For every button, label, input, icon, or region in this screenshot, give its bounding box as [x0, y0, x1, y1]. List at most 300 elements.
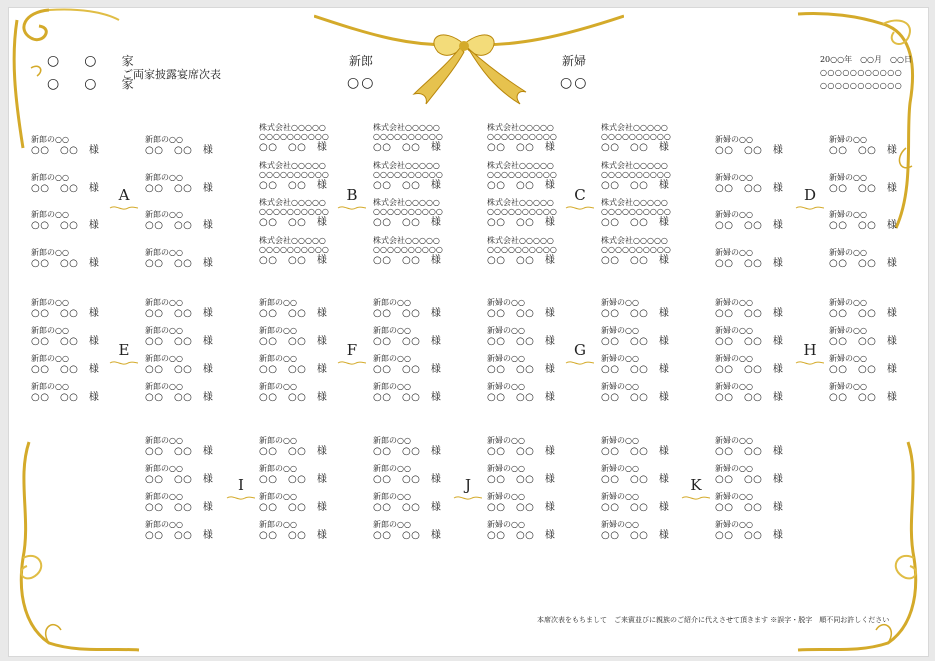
table-label: I [238, 476, 244, 494]
bride-name: ○○ [560, 75, 589, 91]
guest-company-sub: ○○○○○○○○○○ [601, 245, 671, 254]
guest-relation: 新郎の○○ [373, 382, 411, 391]
guest-relation: 新婦の○○ [487, 354, 525, 363]
table-swirl-icon [108, 359, 140, 367]
guest-entry [487, 298, 577, 322]
guest-entry [487, 382, 577, 406]
guest-company-sub: ○○○○○○○○○○ [373, 170, 443, 179]
guest-entry [259, 436, 349, 460]
table-swirl-icon [794, 359, 826, 367]
guest-entry [373, 298, 463, 322]
guest-relation: 新婦の○○ [715, 326, 753, 335]
guest-name: ○○ ○○ 様 [373, 502, 442, 513]
guest-company: 株式会社○○○○○ [259, 198, 326, 207]
guest-relation: 新郎の○○ [145, 464, 183, 473]
guest-relation: 新婦の○○ [601, 492, 639, 501]
guest-entry [715, 326, 805, 350]
guest-entry [259, 236, 349, 266]
guest-relation: 新婦の○○ [829, 210, 867, 219]
guest-relation: 新郎の○○ [31, 382, 69, 391]
guest-name: ○○ ○○ 様 [487, 474, 556, 485]
guest-relation: 新婦の○○ [715, 354, 753, 363]
guest-name: ○○ ○○ 様 [31, 364, 100, 375]
table-swirl-icon [564, 204, 596, 212]
guest-company: 株式会社○○○○○ [601, 123, 668, 132]
table-label: F [346, 341, 358, 359]
guest-entry [145, 436, 235, 460]
guest-entry [829, 382, 919, 406]
table-label: A [118, 186, 130, 204]
guest-entry [259, 298, 349, 322]
guest-relation: 新郎の○○ [31, 210, 69, 219]
guest-name: ○○ ○○ 様 [31, 220, 100, 231]
guest-entry [829, 248, 919, 272]
guest-name: ○○ ○○ 様 [145, 474, 214, 485]
guest-entry [259, 464, 349, 488]
guest-entry [373, 326, 463, 350]
guest-name: ○○ ○○ 様 [715, 474, 784, 485]
guest-name: ○○ ○○ 様 [715, 530, 784, 541]
guest-name: ○○ ○○ 様 [259, 474, 328, 485]
venue-line-2: ○○○○○○○○○○○ [819, 81, 903, 90]
guest-name: ○○ ○○ 様 [487, 255, 556, 266]
guest-company: 株式会社○○○○○ [373, 161, 440, 170]
guest-relation: 新婦の○○ [601, 298, 639, 307]
guest-company: 株式会社○○○○○ [259, 123, 326, 132]
guest-relation: 新婦の○○ [715, 298, 753, 307]
guest-name: ○○ ○○ 様 [487, 446, 556, 457]
guest-name: ○○ ○○ 様 [487, 308, 556, 319]
guest-entry [601, 326, 691, 350]
guest-relation: 新婦の○○ [487, 492, 525, 501]
guest-entry [373, 464, 463, 488]
guest-entry [259, 198, 349, 228]
guest-entry [31, 326, 121, 350]
guest-name: ○○ ○○ 様 [601, 142, 670, 153]
guest-relation: 新婦の○○ [829, 298, 867, 307]
guest-company: 株式会社○○○○○ [601, 161, 668, 170]
guest-entry [31, 135, 121, 159]
guest-relation: 新郎の○○ [259, 520, 297, 529]
guest-name: ○○ ○○ 様 [829, 308, 898, 319]
venue-line-1: ○○○○○○○○○○○ [819, 68, 903, 77]
guest-entry [373, 382, 463, 406]
table-swirl-icon [108, 204, 140, 212]
guest-entry [145, 326, 235, 350]
table-label: G [574, 341, 586, 359]
guest-entry [145, 248, 235, 272]
guest-company-sub: ○○○○○○○○○○ [259, 132, 329, 141]
guest-company: 株式会社○○○○○ [487, 123, 554, 132]
guest-relation: 新郎の○○ [31, 248, 69, 257]
groom-name: ○○ [347, 75, 376, 91]
guest-entry [259, 123, 349, 153]
guest-name: ○○ ○○ 様 [829, 258, 898, 269]
guest-company-sub: ○○○○○○○○○○ [601, 170, 671, 179]
guest-entry [31, 248, 121, 272]
guest-company: 株式会社○○○○○ [259, 236, 326, 245]
guest-name: ○○ ○○ 様 [715, 392, 784, 403]
date-block [820, 53, 912, 92]
guest-entry [601, 198, 691, 228]
guest-relation: 新婦の○○ [601, 464, 639, 473]
guest-company-sub: ○○○○○○○○○○ [487, 245, 557, 254]
table-swirl-icon [336, 204, 368, 212]
guest-name: ○○ ○○ 様 [373, 142, 442, 153]
guest-name: ○○ ○○ 様 [145, 308, 214, 319]
guest-entry [601, 354, 691, 378]
guest-relation: 新婦の○○ [601, 354, 639, 363]
guest-entry [487, 198, 577, 228]
guest-name: ○○ ○○ 様 [601, 255, 670, 266]
guest-name: ○○ ○○ 様 [487, 180, 556, 191]
guest-name: ○○ ○○ 様 [259, 446, 328, 457]
guest-relation: 新婦の○○ [715, 135, 753, 144]
guest-entry [715, 248, 805, 272]
guest-entry [601, 436, 691, 460]
guest-entry [373, 354, 463, 378]
guest-entry [487, 236, 577, 266]
table-label: K [690, 476, 702, 494]
guest-company-sub: ○○○○○○○○○○ [373, 245, 443, 254]
guest-entry [601, 298, 691, 322]
guest-entry [259, 492, 349, 516]
guest-name: ○○ ○○ 様 [259, 530, 328, 541]
guest-name: ○○ ○○ 様 [601, 446, 670, 457]
guest-name: ○○ ○○ 様 [715, 183, 784, 194]
guest-company: 株式会社○○○○○ [487, 236, 554, 245]
guest-relation: 新婦の○○ [829, 354, 867, 363]
guest-name: ○○ ○○ 様 [601, 180, 670, 191]
guest-company: 株式会社○○○○○ [601, 236, 668, 245]
guest-relation: 新郎の○○ [373, 520, 411, 529]
guest-relation: 新郎の○○ [373, 492, 411, 501]
guest-relation: 新郎の○○ [145, 210, 183, 219]
guest-entry [373, 123, 463, 153]
guest-name: ○○ ○○ 様 [373, 364, 442, 375]
guest-relation: 新郎の○○ [145, 382, 183, 391]
guest-relation: 新郎の○○ [31, 326, 69, 335]
guest-relation: 新郎の○○ [259, 326, 297, 335]
guest-relation: 新婦の○○ [715, 173, 753, 182]
guest-relation: 新婦の○○ [715, 520, 753, 529]
guest-relation: 新婦の○○ [829, 382, 867, 391]
guest-name: ○○ ○○ 様 [259, 364, 328, 375]
guest-company-sub: ○○○○○○○○○○ [373, 132, 443, 141]
guest-entry [715, 354, 805, 378]
guest-name: ○○ ○○ 様 [31, 183, 100, 194]
guest-name: ○○ ○○ 様 [601, 530, 670, 541]
guest-entry [259, 326, 349, 350]
guest-relation: 新郎の○○ [145, 248, 183, 257]
guest-name: ○○ ○○ 様 [259, 255, 328, 266]
date-line: 20○○年 ○○月 ○○日 [819, 55, 912, 64]
guest-company: 株式会社○○○○○ [373, 123, 440, 132]
guest-name: ○○ ○○ 様 [601, 336, 670, 347]
guest-entry [715, 520, 805, 544]
guest-relation: 新郎の○○ [145, 520, 183, 529]
guest-relation: 新郎の○○ [31, 135, 69, 144]
page-title: ご両家披露宴席次表 [122, 68, 221, 81]
guest-entry [487, 436, 577, 460]
guest-name: ○○ ○○ 様 [145, 364, 214, 375]
guest-name: ○○ ○○ 様 [487, 502, 556, 513]
groom-label: 新郎 [349, 54, 374, 68]
guest-company-sub: ○○○○○○○○○○ [487, 132, 557, 141]
guest-entry [487, 464, 577, 488]
guest-name: ○○ ○○ 様 [829, 183, 898, 194]
guest-company-sub: ○○○○○○○○○○ [259, 170, 329, 179]
guest-name: ○○ ○○ 様 [145, 502, 214, 513]
guest-entry [373, 236, 463, 266]
guest-name: ○○ ○○ 様 [373, 217, 442, 228]
table-label: C [574, 186, 586, 204]
guest-entry [487, 492, 577, 516]
table-label: E [118, 341, 130, 359]
guest-entry [31, 382, 121, 406]
guest-name: ○○ ○○ 様 [487, 530, 556, 541]
guest-name: ○○ ○○ 様 [259, 217, 328, 228]
guest-relation: 新郎の○○ [373, 464, 411, 473]
guest-company-sub: ○○○○○○○○○○ [601, 207, 671, 216]
guest-entry [145, 492, 235, 516]
guest-entry [715, 298, 805, 322]
guest-name: ○○ ○○ 様 [601, 474, 670, 485]
guest-relation: 新郎の○○ [259, 464, 297, 473]
guest-relation: 新婦の○○ [829, 326, 867, 335]
guest-name: ○○ ○○ 様 [31, 308, 100, 319]
guest-name: ○○ ○○ 様 [715, 145, 784, 156]
guest-entry [373, 198, 463, 228]
footer-note: 本席次表をもちまして ご来賓並びに親族のご紹介に代えさせて頂きます ※誤字・脱字 順不同お許しください [537, 616, 890, 624]
guest-entry [829, 210, 919, 234]
guest-name: ○○ ○○ 様 [715, 364, 784, 375]
guest-name: ○○ ○○ 様 [373, 474, 442, 485]
guest-relation: 新郎の○○ [259, 354, 297, 363]
guest-company: 株式会社○○○○○ [373, 236, 440, 245]
guest-name: ○○ ○○ 様 [31, 258, 100, 269]
guest-entry [145, 354, 235, 378]
table-label: D [803, 186, 817, 204]
guest-entry [373, 161, 463, 191]
guest-company: 株式会社○○○○○ [487, 198, 554, 207]
guest-company: 株式会社○○○○○ [373, 198, 440, 207]
guest-relation: 新婦の○○ [829, 248, 867, 257]
guest-name: ○○ ○○ 様 [145, 258, 214, 269]
guest-relation: 新婦の○○ [715, 436, 753, 445]
guest-name: ○○ ○○ 様 [373, 255, 442, 266]
guest-entry [715, 436, 805, 460]
guest-name: ○○ ○○ 様 [259, 392, 328, 403]
guest-entry [487, 123, 577, 153]
guest-relation: 新郎の○○ [259, 382, 297, 391]
guest-name: ○○ ○○ 様 [715, 446, 784, 457]
guest-relation: 新郎の○○ [373, 298, 411, 307]
guest-name: ○○ ○○ 様 [259, 502, 328, 513]
guest-entry [145, 173, 235, 197]
guest-entry [145, 210, 235, 234]
guest-name: ○○ ○○ 様 [145, 336, 214, 347]
guest-entry [601, 123, 691, 153]
guest-name: ○○ ○○ 様 [715, 502, 784, 513]
guest-name: ○○ ○○ 様 [829, 392, 898, 403]
guest-relation: 新郎の○○ [145, 173, 183, 182]
guest-name: ○○ ○○ 様 [601, 364, 670, 375]
guest-name: ○○ ○○ 様 [145, 145, 214, 156]
guest-relation: 新郎の○○ [259, 298, 297, 307]
guest-name: ○○ ○○ 様 [145, 183, 214, 194]
guest-entry [373, 520, 463, 544]
guest-relation: 新郎の○○ [145, 436, 183, 445]
guest-relation: 新郎の○○ [373, 354, 411, 363]
guest-entry [829, 298, 919, 322]
guest-relation: 新婦の○○ [601, 520, 639, 529]
guest-relation: 新郎の○○ [145, 135, 183, 144]
guest-name: ○○ ○○ 様 [715, 220, 784, 231]
guest-entry [829, 326, 919, 350]
guest-entry [487, 326, 577, 350]
guest-name: ○○ ○○ 様 [601, 502, 670, 513]
guest-relation: 新婦の○○ [487, 298, 525, 307]
guest-name: ○○ ○○ 様 [259, 180, 328, 191]
guest-name: ○○ ○○ 様 [829, 145, 898, 156]
guest-relation: 新婦の○○ [715, 492, 753, 501]
guest-name: ○○ ○○ 様 [487, 336, 556, 347]
guest-relation: 新婦の○○ [715, 382, 753, 391]
guest-entry [715, 135, 805, 159]
guest-name: ○○ ○○ 様 [145, 220, 214, 231]
guest-name: ○○ ○○ 様 [373, 446, 442, 457]
guest-entry [601, 492, 691, 516]
guest-relation: 新婦の○○ [487, 436, 525, 445]
guest-company-sub: ○○○○○○○○○○ [487, 207, 557, 216]
guest-entry [145, 382, 235, 406]
guest-relation: 新郎の○○ [145, 354, 183, 363]
guest-relation: 新婦の○○ [601, 326, 639, 335]
guest-name: ○○ ○○ 様 [487, 217, 556, 228]
guest-name: ○○ ○○ 様 [487, 364, 556, 375]
guest-name: ○○ ○○ 様 [31, 392, 100, 403]
table-swirl-icon [225, 494, 257, 502]
guest-relation: 新郎の○○ [31, 354, 69, 363]
table-label: B [346, 186, 358, 204]
guest-entry [829, 173, 919, 197]
guest-entry [259, 161, 349, 191]
guest-entry [601, 382, 691, 406]
guest-name: ○○ ○○ 様 [829, 364, 898, 375]
guest-name: ○○ ○○ 様 [145, 446, 214, 457]
guest-entry [715, 464, 805, 488]
guest-entry [487, 161, 577, 191]
guest-relation: 新婦の○○ [487, 464, 525, 473]
guest-relation: 新郎の○○ [373, 436, 411, 445]
guest-name: ○○ ○○ 様 [715, 336, 784, 347]
guest-entry [601, 236, 691, 266]
guest-company-sub: ○○○○○○○○○○ [487, 170, 557, 179]
guest-name: ○○ ○○ 様 [373, 180, 442, 191]
guest-entry [715, 492, 805, 516]
guest-name: ○○ ○○ 様 [829, 336, 898, 347]
guest-entry [601, 161, 691, 191]
seating-chart-sheet [8, 7, 929, 657]
guest-name: ○○ ○○ 様 [31, 145, 100, 156]
guest-relation: 新郎の○○ [259, 436, 297, 445]
table-label: H [803, 341, 817, 359]
guest-relation: 新郎の○○ [31, 173, 69, 182]
guest-name: ○○ ○○ 様 [373, 530, 442, 541]
guest-name: ○○ ○○ 様 [487, 392, 556, 403]
guest-entry [373, 492, 463, 516]
guest-relation: 新婦の○○ [487, 382, 525, 391]
guest-entry [31, 298, 121, 322]
guest-name: ○○ ○○ 様 [601, 217, 670, 228]
guest-name: ○○ ○○ 様 [373, 336, 442, 347]
guest-entry [145, 464, 235, 488]
guest-name: ○○ ○○ 様 [715, 258, 784, 269]
guest-entry [829, 354, 919, 378]
guest-relation: 新婦の○○ [601, 436, 639, 445]
guest-relation: 新郎の○○ [259, 492, 297, 501]
guest-relation: 新婦の○○ [487, 520, 525, 529]
guest-relation: 新郎の○○ [145, 298, 183, 307]
guest-name: ○○ ○○ 様 [487, 142, 556, 153]
guest-name: ○○ ○○ 様 [373, 392, 442, 403]
guest-name: ○○ ○○ 様 [601, 392, 670, 403]
guest-entry [259, 520, 349, 544]
table-swirl-icon [564, 359, 596, 367]
guest-relation: 新郎の○○ [373, 326, 411, 335]
family-line-1: ○ ○ 家 [47, 53, 135, 69]
guest-relation: 新婦の○○ [715, 210, 753, 219]
guest-entry [31, 210, 121, 234]
guest-relation: 新婦の○○ [829, 135, 867, 144]
guest-company-sub: ○○○○○○○○○○ [259, 207, 329, 216]
guest-relation: 新婦の○○ [829, 173, 867, 182]
guest-company-sub: ○○○○○○○○○○ [259, 245, 329, 254]
guest-name: ○○ ○○ 様 [259, 336, 328, 347]
table-swirl-icon [680, 494, 712, 502]
guest-company-sub: ○○○○○○○○○○ [373, 207, 443, 216]
guest-name: ○○ ○○ 様 [829, 220, 898, 231]
guest-relation: 新郎の○○ [145, 326, 183, 335]
guest-company: 株式会社○○○○○ [601, 198, 668, 207]
guest-name: ○○ ○○ 様 [715, 308, 784, 319]
guest-name: ○○ ○○ 様 [145, 530, 214, 541]
guest-relation: 新婦の○○ [601, 382, 639, 391]
guest-entry [145, 135, 235, 159]
guest-relation: 新婦の○○ [715, 464, 753, 473]
gold-flourish-icon [9, 438, 149, 656]
guest-name: ○○ ○○ 様 [373, 308, 442, 319]
guest-entry [145, 520, 235, 544]
guest-company: 株式会社○○○○○ [487, 161, 554, 170]
table-label: J [464, 476, 471, 494]
guest-entry [601, 464, 691, 488]
guest-name: ○○ ○○ 様 [259, 142, 328, 153]
guest-relation: 新婦の○○ [487, 326, 525, 335]
guest-company: 株式会社○○○○○ [259, 161, 326, 170]
guest-name: ○○ ○○ 様 [259, 308, 328, 319]
guest-entry [373, 436, 463, 460]
guest-entry [31, 173, 121, 197]
guest-name: ○○ ○○ 様 [31, 336, 100, 347]
guest-entry [715, 173, 805, 197]
table-swirl-icon [336, 359, 368, 367]
guest-entry [145, 298, 235, 322]
bride-label: 新婦 [562, 54, 587, 68]
guest-company-sub: ○○○○○○○○○○ [601, 132, 671, 141]
guest-relation: 新郎の○○ [31, 298, 69, 307]
